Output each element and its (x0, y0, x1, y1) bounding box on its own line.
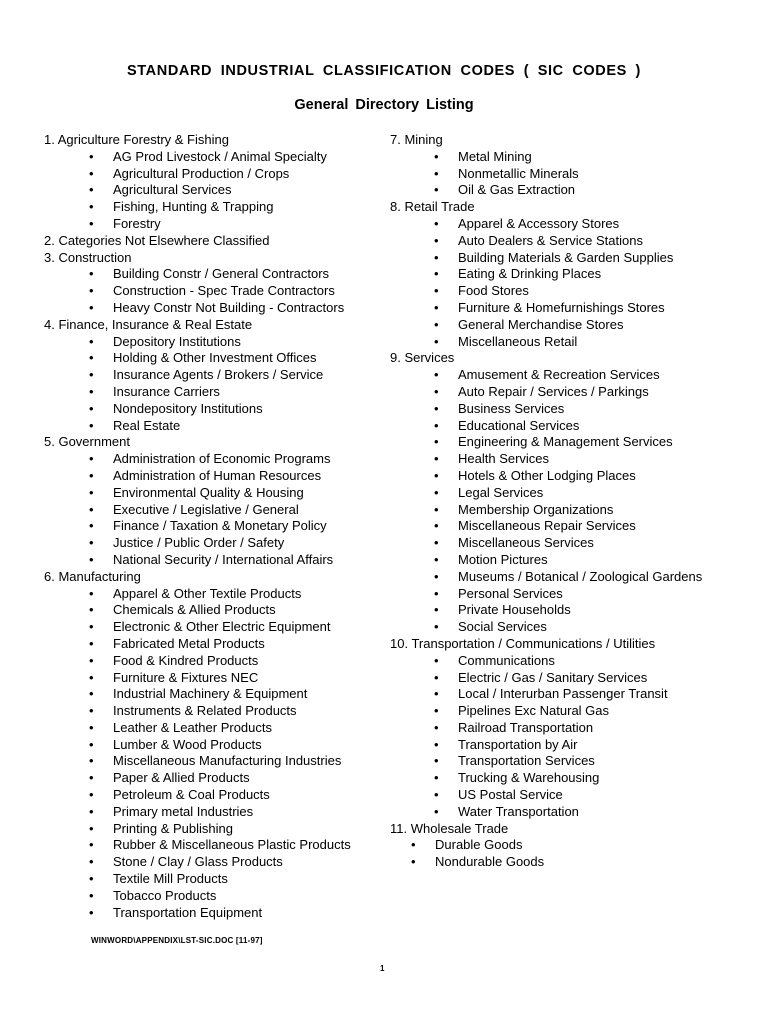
subcategory-label: Paper & Allied Products (113, 770, 250, 786)
bullet-icon: • (434, 803, 439, 819)
bullet-icon: • (89, 904, 94, 920)
bullet-icon: • (434, 232, 439, 248)
bullet-icon: • (434, 518, 439, 534)
subcategory-label: Administration of Economic Programs (113, 451, 331, 467)
bullet-icon: • (434, 249, 439, 265)
subcategory-item (44, 602, 384, 619)
bullet-icon: • (434, 753, 439, 769)
subcategory-list (44, 451, 384, 569)
subcategory-label: Chemicals & Allied Products (113, 602, 276, 618)
bullet-icon: • (434, 652, 439, 668)
subcategory-item (44, 384, 384, 401)
subcategory-label: Miscellaneous Services (458, 535, 594, 551)
subcategory-label: Engineering & Management Services (458, 434, 673, 450)
subcategory-item (390, 401, 760, 418)
bullet-icon: • (89, 652, 94, 668)
category-heading: 9. Services (390, 350, 455, 366)
subcategory-item (44, 502, 384, 519)
subcategory-label: US Postal Service (458, 787, 563, 803)
subcategory-label: Personal Services (458, 585, 563, 601)
bullet-icon: • (89, 383, 94, 399)
bullet-icon: • (434, 148, 439, 164)
subcategory-label: Electronic & Other Electric Equipment (113, 619, 331, 635)
subcategory-item (390, 451, 760, 468)
subcategory-item (390, 586, 760, 603)
subcategory-label: Primary metal Industries (113, 803, 254, 819)
subcategory-label: Trucking & Warehousing (458, 770, 600, 786)
subcategory-item (390, 149, 760, 166)
bullet-icon: • (434, 266, 439, 282)
subcategory-label: Metal Mining (458, 148, 532, 164)
subcategory-item (44, 485, 384, 502)
subcategory-item (44, 468, 384, 485)
subcategory-item (390, 502, 760, 519)
bullet-icon: • (89, 266, 94, 282)
subcategory-item (44, 686, 384, 703)
page-title: STANDARD INDUSTRIAL CLASSIFICATION CODES ( SIC CODES ) (127, 63, 641, 79)
bullet-icon: • (434, 417, 439, 433)
right-column (390, 132, 760, 871)
subcategory-item (44, 804, 384, 821)
bullet-icon: • (434, 165, 439, 181)
bullet-icon: • (411, 854, 416, 870)
bullet-icon: • (434, 316, 439, 332)
subcategory-item (44, 300, 384, 317)
subcategory-item (390, 418, 760, 435)
subcategory-label: Hotels & Other Lodging Places (458, 467, 636, 483)
subcategory-item (44, 266, 384, 283)
subcategory-item (390, 300, 760, 317)
bullet-icon: • (89, 400, 94, 416)
bullet-icon: • (434, 400, 439, 416)
bullet-icon: • (89, 703, 94, 719)
subcategory-label: Museums / Botanical / Zoological Gardens (458, 568, 703, 584)
subcategory-item (390, 233, 760, 250)
subcategory-label: Textile Mill Products (113, 871, 228, 887)
bullet-icon: • (89, 669, 94, 685)
subcategory-item (390, 686, 760, 703)
subcategory-item (44, 770, 384, 787)
subcategory-label: Construction - Spec Trade Contractors (113, 283, 335, 299)
bullet-icon: • (89, 182, 94, 198)
subcategory-label: Industrial Machinery & Equipment (113, 686, 308, 702)
subcategory-item (44, 905, 384, 922)
subcategory-item (390, 485, 760, 502)
subcategory-label: Communications (458, 652, 555, 668)
subcategory-item (390, 770, 760, 787)
subcategory-label: Eating & Drinking Places (458, 266, 602, 282)
subcategory-item (44, 350, 384, 367)
bullet-icon: • (434, 568, 439, 584)
subcategory-label: Environmental Quality & Housing (113, 484, 304, 500)
subcategory-label: Private Households (458, 602, 571, 618)
subcategory-item (390, 166, 760, 183)
subcategory-item (44, 451, 384, 468)
subcategory-list (44, 586, 384, 922)
subcategory-item (390, 283, 760, 300)
category-heading: 11. Wholesale Trade (390, 820, 509, 836)
subcategory-item (44, 720, 384, 737)
subcategory-label: Tobacco Products (113, 887, 217, 903)
subcategory-label: Transportation by Air (458, 736, 578, 752)
subcategory-item (390, 720, 760, 737)
category-heading: 10. Transportation / Communications / Utilities (390, 635, 656, 651)
subcategory-label: Furniture & Fixtures NEC (113, 669, 259, 685)
subcategory-label: Executive / Legislative / General (113, 501, 299, 517)
subcategory-label: Administration of Human Resources (113, 467, 322, 483)
subcategory-label: Water Transportation (458, 803, 579, 819)
subcategory-label: Nonmetallic Minerals (458, 165, 579, 181)
subcategory-list (390, 367, 760, 636)
bullet-icon: • (434, 182, 439, 198)
bullet-icon: • (411, 837, 416, 853)
subcategory-item (390, 787, 760, 804)
subcategory-item (44, 670, 384, 687)
subcategory-label: Printing & Publishing (113, 820, 233, 836)
subcategory-label: Heavy Constr Not Building - Contractors (113, 299, 345, 315)
subcategory-item (44, 166, 384, 183)
bullet-icon: • (434, 719, 439, 735)
bullet-icon: • (434, 535, 439, 551)
bullet-icon: • (434, 787, 439, 803)
subcategory-item (390, 552, 760, 569)
subcategory-item (390, 518, 760, 535)
bullet-icon: • (89, 803, 94, 819)
subcategory-label: Agricultural Production / Crops (113, 165, 290, 181)
subcategory-item (44, 703, 384, 720)
bullet-icon: • (89, 484, 94, 500)
subcategory-item (390, 854, 760, 871)
subcategory-item (44, 334, 384, 351)
subcategory-label: Social Services (458, 619, 547, 635)
subcategory-item (390, 753, 760, 770)
bullet-icon: • (89, 518, 94, 534)
bullet-icon: • (434, 551, 439, 567)
subcategory-label: Motion Pictures (458, 551, 548, 567)
subcategory-label: Miscellaneous Repair Services (458, 518, 636, 534)
subcategory-label: Finance / Taxation & Monetary Policy (113, 518, 327, 534)
subcategory-item (390, 602, 760, 619)
bullet-icon: • (89, 602, 94, 618)
subcategory-list (390, 837, 760, 871)
subcategory-item (390, 182, 760, 199)
subcategory-item (390, 619, 760, 636)
subcategory-item (390, 317, 760, 334)
subcategory-item (44, 552, 384, 569)
subcategory-item (44, 586, 384, 603)
subcategory-label: Miscellaneous Retail (458, 333, 578, 349)
category-heading: 3. Construction (44, 249, 132, 265)
bullet-icon: • (89, 148, 94, 164)
subcategory-item (44, 418, 384, 435)
subcategory-list (44, 266, 384, 316)
bullet-icon: • (434, 602, 439, 618)
bullet-icon: • (89, 871, 94, 887)
bullet-icon: • (89, 635, 94, 651)
subcategory-item (44, 283, 384, 300)
bullet-icon: • (434, 467, 439, 483)
bullet-icon: • (89, 467, 94, 483)
bullet-icon: • (89, 299, 94, 315)
bullet-icon: • (89, 333, 94, 349)
category-heading: 1. Agriculture Forestry & Fishing (44, 132, 229, 147)
subcategory-item (44, 199, 384, 216)
bullet-icon: • (434, 451, 439, 467)
bullet-icon: • (434, 434, 439, 450)
subcategory-item (390, 250, 760, 267)
subcategory-item (390, 804, 760, 821)
subcategory-label: Real Estate (113, 417, 181, 433)
subcategory-label: Apparel & Accessory Stores (458, 215, 620, 231)
subcategory-label: Petroleum & Coal Products (113, 787, 270, 803)
subcategory-label: Transportation Services (458, 753, 595, 769)
bullet-icon: • (434, 383, 439, 399)
subcategory-label: Fabricated Metal Products (113, 635, 265, 651)
subcategory-label: National Security / International Affairs (113, 551, 334, 567)
subcategory-label: Fishing, Hunting & Trapping (113, 199, 274, 215)
subcategory-label: Justice / Public Order / Safety (113, 535, 285, 551)
bullet-icon: • (434, 501, 439, 517)
category-heading: 7. Mining (390, 132, 443, 147)
subcategory-label: Nondurable Goods (435, 854, 545, 870)
bullet-icon: • (89, 619, 94, 635)
bullet-icon: • (434, 215, 439, 231)
subcategory-item (44, 518, 384, 535)
subcategory-label: Pipelines Exc Natural Gas (458, 703, 610, 719)
subcategory-label: Leather & Leather Products (113, 719, 272, 735)
bullet-icon: • (89, 551, 94, 567)
page-number: 1 (380, 964, 385, 973)
category-heading: 8. Retail Trade (390, 199, 475, 215)
subcategory-label: Depository Institutions (113, 333, 241, 349)
bullet-icon: • (434, 367, 439, 383)
page-subtitle: General Directory Listing (294, 97, 474, 113)
subcategory-label: Rubber & Miscellaneous Plastic Products (113, 837, 351, 853)
subcategory-label: Transportation Equipment (113, 904, 263, 920)
subcategory-item (390, 384, 760, 401)
bullet-icon: • (89, 367, 94, 383)
subcategory-item (44, 787, 384, 804)
bullet-icon: • (434, 736, 439, 752)
bullet-icon: • (89, 854, 94, 870)
subcategory-label: Insurance Carriers (113, 383, 220, 399)
subcategory-label: General Merchandise Stores (458, 316, 624, 332)
subcategory-item (44, 367, 384, 384)
subcategory-label: Auto Repair / Services / Parkings (458, 383, 649, 399)
subcategory-item (390, 737, 760, 754)
subcategory-item (390, 468, 760, 485)
subcategory-item (44, 619, 384, 636)
subcategory-item (44, 653, 384, 670)
footer-file-path: WINWORD\APPENDIX\LST-SIC.DOC [11-97] (91, 936, 263, 945)
left-column (44, 132, 384, 921)
bullet-icon: • (434, 686, 439, 702)
subcategory-label: Instruments & Related Products (113, 703, 297, 719)
subcategory-label: Educational Services (458, 417, 580, 433)
subcategory-label: Nondepository Institutions (113, 400, 263, 416)
bullet-icon: • (89, 350, 94, 366)
subcategory-list (390, 653, 760, 821)
subcategory-label: Amusement & Recreation Services (458, 367, 660, 383)
bullet-icon: • (434, 283, 439, 299)
subcategory-label: Stone / Clay / Glass Products (113, 854, 283, 870)
subcategory-item (390, 670, 760, 687)
bullet-icon: • (89, 585, 94, 601)
bullet-icon: • (89, 417, 94, 433)
bullet-icon: • (434, 484, 439, 500)
category-heading: 5. Government (44, 434, 130, 450)
subcategory-label: Local / Interurban Passenger Transit (458, 686, 668, 702)
subcategory-label: Lumber & Wood Products (113, 736, 262, 752)
category-heading: 6. Manufacturing (44, 568, 141, 584)
category-heading: 2. Categories Not Elsewhere Classified (44, 232, 270, 248)
bullet-icon: • (89, 165, 94, 181)
subcategory-label: Electric / Gas / Sanitary Services (458, 669, 648, 685)
subcategory-label: Building Constr / General Contractors (113, 266, 330, 282)
subcategory-label: Oil & Gas Extraction (458, 182, 576, 198)
bullet-icon: • (89, 770, 94, 786)
subcategory-label: Holding & Other Investment Offices (113, 350, 317, 366)
subcategory-item (44, 149, 384, 166)
subcategory-item (44, 753, 384, 770)
subcategory-item (390, 434, 760, 451)
bullet-icon: • (89, 451, 94, 467)
subcategory-item (44, 401, 384, 418)
bullet-icon: • (89, 887, 94, 903)
subcategory-item (390, 216, 760, 233)
bullet-icon: • (89, 736, 94, 752)
bullet-icon: • (89, 199, 94, 215)
bullet-icon: • (434, 669, 439, 685)
subcategory-item (44, 888, 384, 905)
subcategory-label: Food Stores (458, 283, 529, 299)
subcategory-label: Health Services (458, 451, 550, 467)
subcategory-list (44, 149, 384, 233)
subcategory-label: Forestry (113, 215, 161, 231)
subcategory-label: Durable Goods (435, 837, 523, 853)
subcategory-item (44, 535, 384, 552)
bullet-icon: • (89, 820, 94, 836)
subcategory-label: Membership Organizations (458, 501, 614, 517)
subcategory-list (390, 216, 760, 350)
subcategory-label: Business Services (458, 400, 565, 416)
subcategory-item (44, 837, 384, 854)
subcategory-item (44, 871, 384, 888)
bullet-icon: • (434, 299, 439, 315)
bullet-icon: • (89, 535, 94, 551)
subcategory-item (390, 334, 760, 351)
subcategory-item (390, 569, 760, 586)
bullet-icon: • (89, 787, 94, 803)
subcategory-label: AG Prod Livestock / Animal Specialty (113, 148, 327, 164)
subcategory-item (390, 266, 760, 283)
subcategory-label: Apparel & Other Textile Products (113, 585, 302, 601)
bullet-icon: • (89, 686, 94, 702)
subcategory-label: Insurance Agents / Brokers / Service (113, 367, 324, 383)
subcategory-item (390, 837, 760, 854)
subcategory-item (44, 854, 384, 871)
bullet-icon: • (434, 333, 439, 349)
category-heading: 4. Finance, Insurance & Real Estate (44, 316, 253, 332)
subcategory-item (44, 737, 384, 754)
subcategory-label: Agricultural Services (113, 182, 232, 198)
subcategory-item (44, 182, 384, 199)
subcategory-label: Food & Kindred Products (113, 652, 259, 668)
subcategory-item (390, 367, 760, 384)
subcategory-label: Auto Dealers & Service Stations (458, 232, 643, 248)
subcategory-item (390, 535, 760, 552)
bullet-icon: • (434, 770, 439, 786)
bullet-icon: • (434, 585, 439, 601)
bullet-icon: • (89, 837, 94, 853)
bullet-icon: • (434, 703, 439, 719)
bullet-icon: • (89, 215, 94, 231)
subcategory-item (390, 703, 760, 720)
bullet-icon: • (89, 719, 94, 735)
subcategory-label: Railroad Transportation (458, 719, 594, 735)
subcategory-item (44, 216, 384, 233)
bullet-icon: • (89, 501, 94, 517)
bullet-icon: • (89, 283, 94, 299)
subcategory-label: Building Materials & Garden Supplies (458, 249, 674, 265)
subcategory-item (44, 636, 384, 653)
subcategory-list (390, 149, 760, 199)
subcategory-item (390, 653, 760, 670)
subcategory-label: Miscellaneous Manufacturing Industries (113, 753, 342, 769)
bullet-icon: • (89, 753, 94, 769)
subcategory-list (44, 334, 384, 435)
bullet-icon: • (434, 619, 439, 635)
subcategory-item (44, 821, 384, 838)
subcategory-label: Legal Services (458, 484, 544, 500)
subcategory-label: Furniture & Homefurnishings Stores (458, 299, 665, 315)
